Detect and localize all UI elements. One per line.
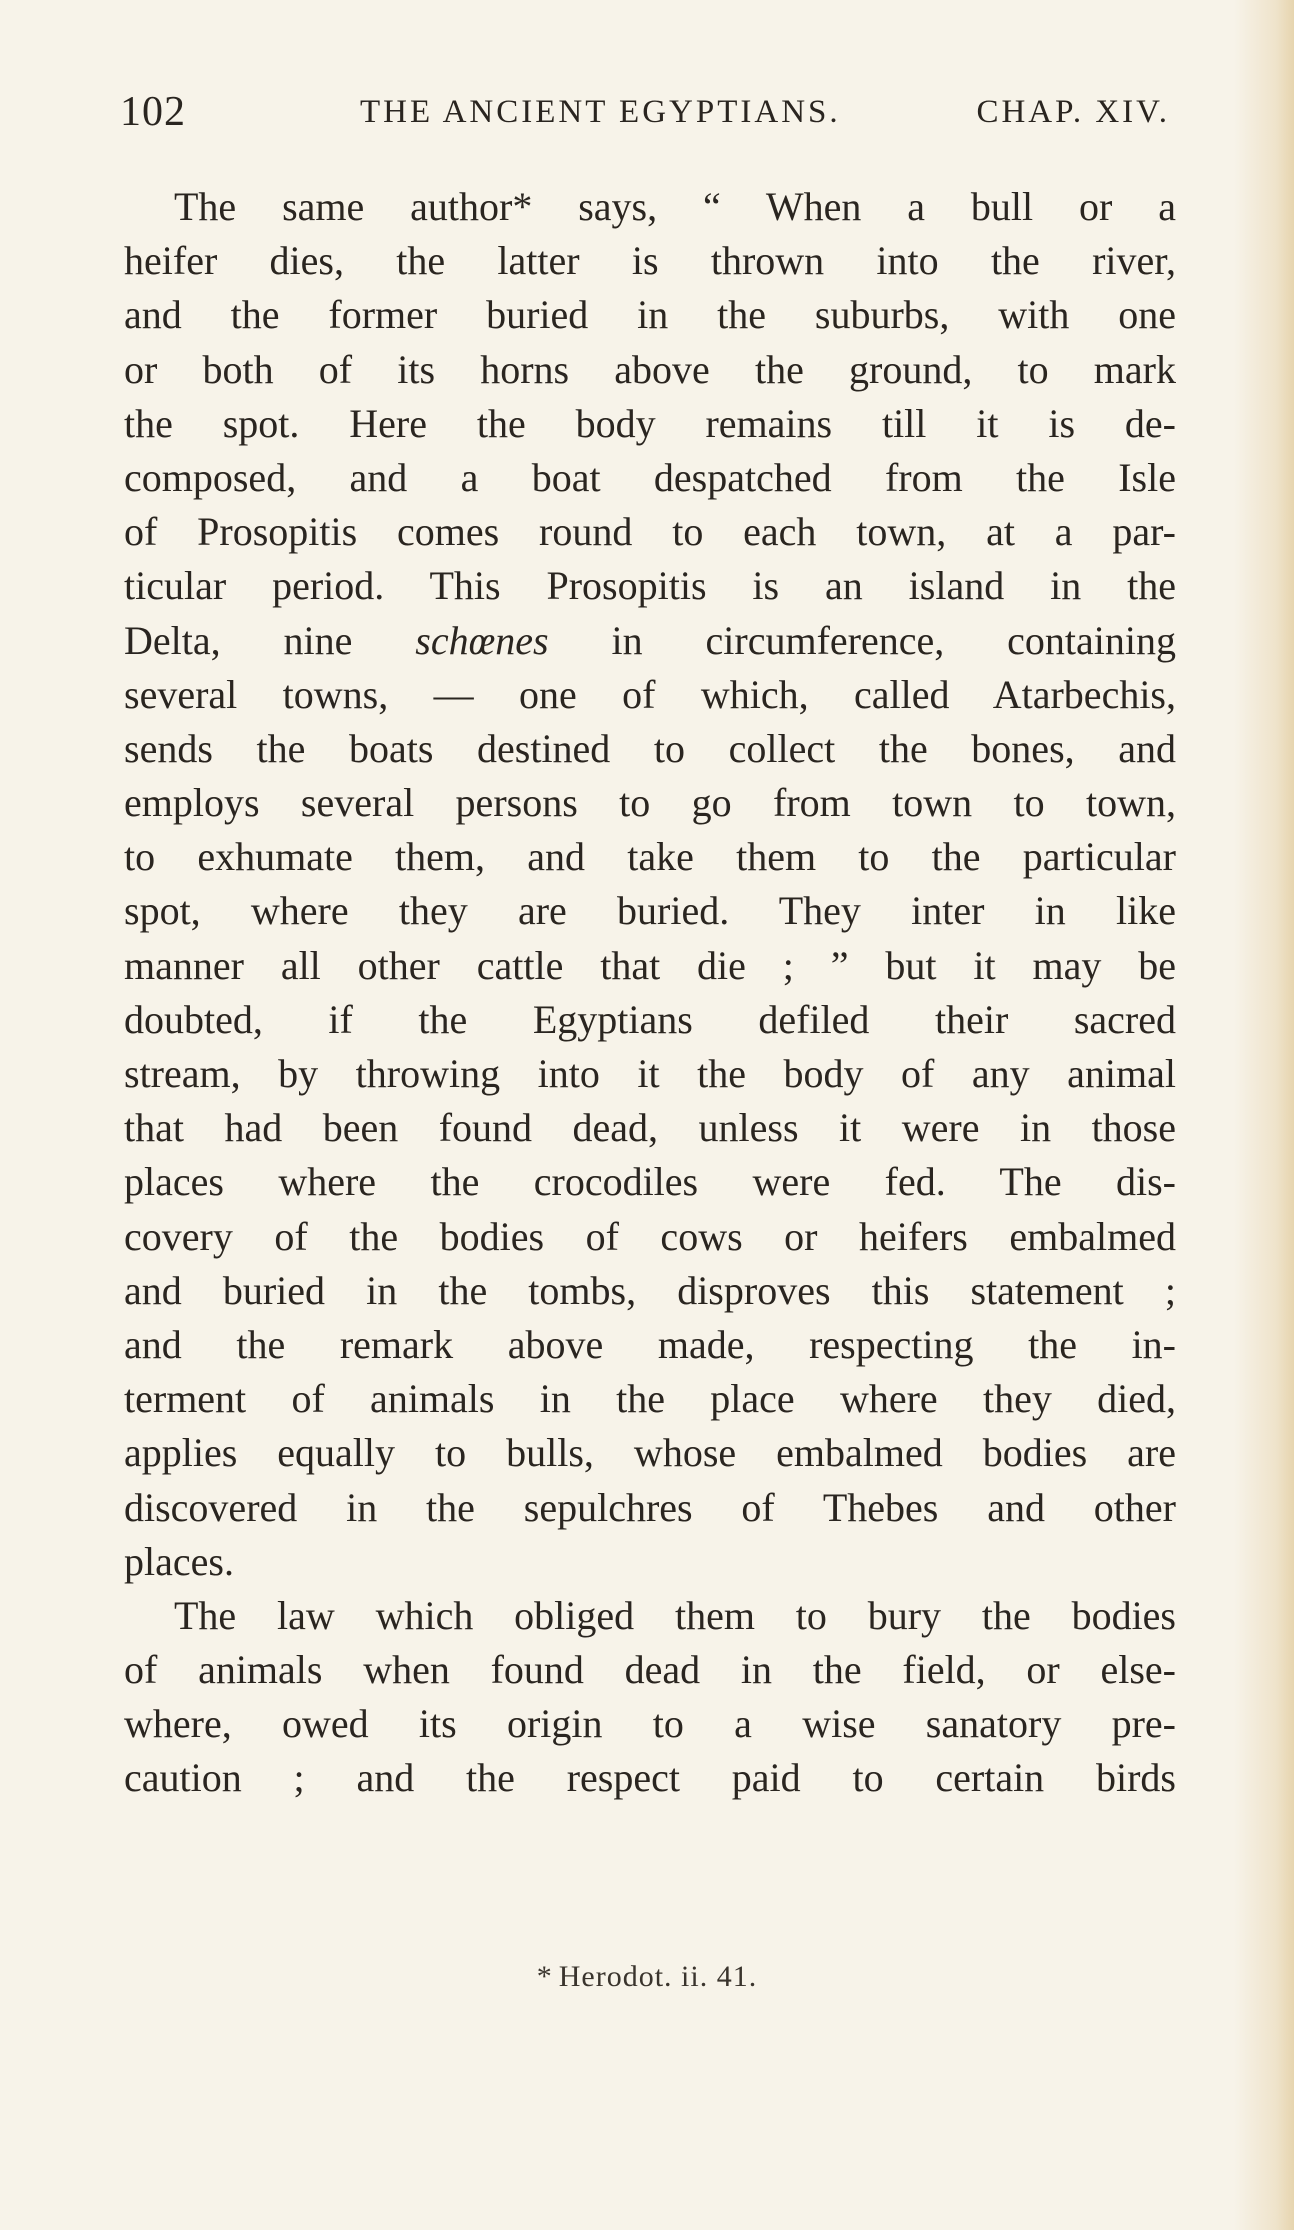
text-line: to exhumate them, and take them to the particular [124, 834, 1176, 880]
footnote-marker: * [536, 1960, 553, 1993]
text-line: places. [124, 1538, 234, 1584]
text-segment: Delta, nine [124, 617, 416, 663]
footnote-text: Herodot. ii. 41. [558, 1960, 758, 1993]
text-line: terment of animals in the place where they died, [124, 1376, 1176, 1422]
text-line: doubted, if the Egyptians defiled their sacred [124, 996, 1176, 1042]
text-line: spot, where they are buried. They inter in like [124, 888, 1176, 934]
text-line: and the remark above made, respecting the in- [124, 1321, 1176, 1367]
text-line: stream, by throwing into it the body of any animal [124, 1051, 1176, 1096]
body-text [124, 180, 1176, 1806]
text-line: and the former buried in the suburbs, with one [124, 292, 1176, 338]
text-line: of animals when found dead in the field, or else- [124, 1647, 1176, 1693]
page-edge-shading [1234, 0, 1294, 2230]
text-line: or both of its horns above the ground, to mark [124, 346, 1176, 392]
text-line: that had been found dead, unless it were in those [124, 1105, 1176, 1151]
text-segment: in circumference, containing [548, 617, 1176, 663]
page-number: 102 [120, 89, 186, 135]
chapter-label: CHAP. XIV. [976, 94, 1170, 130]
text-line: heifer dies, the latter is thrown into the river, [124, 238, 1176, 284]
running-title: THE ANCIENT EGYPTIANS. [360, 94, 841, 130]
text-line: manner all other cattle that die ; ” but it may be [124, 942, 1176, 988]
text-line: applies equally to bulls, whose embalmed bodies are [124, 1430, 1176, 1476]
text-line: of Prosopitis comes round to each town, at a par- [124, 509, 1176, 555]
text-line: The law which obliged them to bury the bodies [174, 1592, 1176, 1638]
text-line: and buried in the tombs, disproves this statement ; [124, 1267, 1176, 1313]
text-line: caution ; and the respect paid to certain birds [124, 1755, 1176, 1801]
text-line: composed, and a boat despatched from the Isle [124, 454, 1176, 500]
running-head [120, 88, 1170, 138]
text-line: where, owed its origin to a wise sanatory pre- [124, 1701, 1176, 1747]
text-line: discovered in the sepulchres of Thebes and other [124, 1484, 1176, 1530]
text-line: employs several persons to go from town to town, [124, 780, 1176, 826]
text-line-with-italic [124, 614, 1176, 668]
text-line: the spot. Here the body remains till it is de- [124, 400, 1176, 446]
italic-word: schœnes [415, 617, 549, 663]
text-line: The same author* says, “ When a bull or a [174, 184, 1176, 229]
text-line: sends the boats destined to collect the bones, and [124, 725, 1176, 771]
text-line: covery of the bodies of cows or heifers embalmed [124, 1213, 1176, 1259]
text-line: ticular period. This Prosopitis is an island in the [124, 563, 1176, 609]
text-line: several towns, — one of which, called Atarbechis, [124, 671, 1176, 717]
text-line: places where the crocodiles were fed. The dis- [124, 1159, 1176, 1205]
footnote [0, 1960, 1294, 1994]
